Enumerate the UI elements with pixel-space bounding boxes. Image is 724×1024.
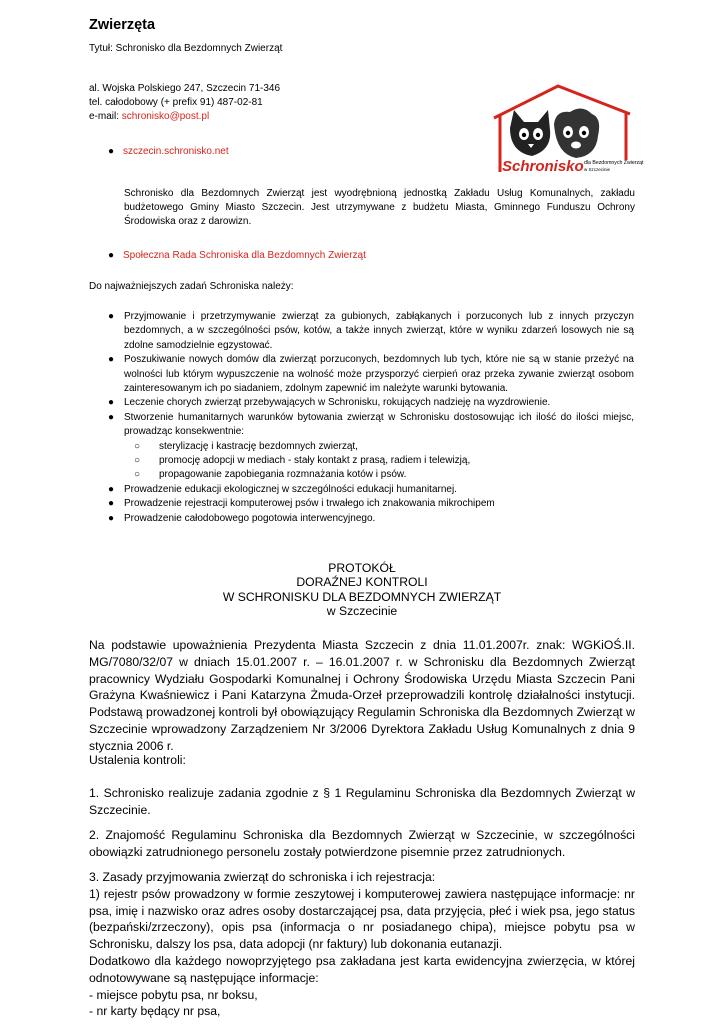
task-text: Prowadzenie całodobowego pogotowia interwencyjnego. <box>124 512 376 524</box>
phone-line: tel. całodobowy (+ prefix 91) 487-02-81 <box>89 97 263 108</box>
sub-list-item <box>134 468 634 482</box>
logo-tagline-text: dla Bezdomnych Zwierząt <box>584 160 644 166</box>
finding-3-heading: 3. Zasady przyjmowania zwierząt do schroniska i ich rejestracja: <box>89 870 436 884</box>
bullet-dot-icon: ● <box>108 411 115 423</box>
council-link[interactable]: Społeczna Rada Schroniska dla Bezdomnych Zwierząt <box>123 250 366 261</box>
finding-3 <box>89 869 635 1020</box>
task-text: Stworzenie humanitarnych warunków bytowania zwierząt w Schronisku dostosowując ich ilość do ilości miejsc, prowadząc konsekwentnie: <box>124 411 634 438</box>
finding-2: 2. Znajomość Regulaminu Schroniska dla Bezdomnych Zwierząt w Szczecinie, w szczególności obowiązki zatrudnionego personelu zostały potwierdzone pisemnie przez zatrudnionych. <box>89 828 635 859</box>
protocol-line: w Szczecinie <box>326 604 398 619</box>
bullet-circle-icon: ○ <box>134 469 141 481</box>
logo-graphic <box>488 80 644 178</box>
bullet-dot-icon: ● <box>108 146 115 157</box>
subtask-text: promocję adopcji w mediach - stały kontakt z prasą, radiem i telewizją, <box>159 455 471 467</box>
bullet-dot-icon: ● <box>108 512 115 524</box>
list-item <box>108 497 634 511</box>
list-item <box>108 310 634 353</box>
bullet-dot-icon: ● <box>108 354 115 366</box>
task-text: Przyjmowanie i przetrzymywanie zwierząt za gubionych, zabłąkanych i porzuconych lub z innych przyczyn bezdomnych, a w szczególności psów, kotów, a także innych zwierząt, które w wyniku zdarzeń losowych nie są zdolne samodzielnie egzystować. <box>124 311 634 351</box>
cat-face-icon <box>510 110 550 156</box>
bullet-dot-icon: ● <box>108 397 115 409</box>
address-line: al. Wojska Polskiego 247, Szczecin 71-346 <box>89 83 281 94</box>
bullet-circle-icon: ○ <box>134 440 141 452</box>
document-subtitle: Tytuł: Schronisko dla Bezdomnych Zwierząt <box>89 43 283 54</box>
tasks-heading: Do najważniejszych zadań Schroniska należy: <box>89 281 294 292</box>
bullet-circle-icon: ○ <box>134 455 141 467</box>
intro-paragraph: Schronisko dla Bezdomnych Zwierząt jest wyodrębnioną jednostką Zakładu Usług Komunalnych, zakładu budżetowego Gminy Miasto Szczecin. Jest utrzymywane z budżetu Miasta, Gminnego Funduszu Ochrony Środowiska oraz z darowizn. <box>124 188 635 227</box>
finding-1: 1. Schronisko realizuje zadania zgodnie z § 1 Regulaminu Schroniska dla Bezdomnych Zwierząt w Szczecinie. <box>89 786 635 817</box>
task-text: Leczenie chorych zwierząt przebywających w Schronisku, rokujących nadzieję na wyzdrowienie. <box>124 397 551 409</box>
website-link[interactable]: szczecin.schronisko.net <box>123 146 229 157</box>
body-paragraph-1: Na podstawie upoważnienia Prezydenta Miasta Szczecin z dnia 11.01.2007r. znak: WGKiOŚ.II. MG/7080/32/07 w dniach 15.01.2007 r. – 16.01.2007 r. w Schronisku dla Bezdomnych Zwierząt pracownicy Wydziału Gospodarki Komunalnej i Ochrony Środowiska Urzędu Miasta Szczecin Pani Grażyna Kwaśniewicz i Pani Katarzyna Żmuda-Orzeł przeprowadzili kontrolę działalności instytucji. Podstawą prowadzonej kontroli był obowiązujący Regulamin Schroniska dla Bezdomnych Zwierząt w Szczecinie wprowadzony Zarządzeniem Nr 3/2006 Dyrektora Zakładu Usług Komunalnych z dnia 9 stycznia 2006 r. <box>89 638 635 753</box>
bullet-dot-icon: ● <box>108 311 115 322</box>
finding-3-card: Dodatkowo dla każdego nowoprzyjętego psa zakładana jest karta ewidencyjna zwierzęcia, w której odnotowywane są następujące informacje: <box>89 953 635 985</box>
task-text: Prowadzenie rejestracji komputerowej psów i trwałego ich znakowania mikrochipem <box>124 498 495 510</box>
finding-3-register: 1) rejestr psów prowadzony w formie zeszytowej i komputerowej zawiera następujące informacje: nr psa, imię i nazwisko oraz adres osoby dostarczającej psa, data przyjęcia, płeć i wiek psa, jego status (bezpański/zrzeczony), opis psa (informacja o nr posiadanego chipa), miejsce pobytu psa w Schronisku, dalszy los psa, data adopcji (nr faktury) lub dokonania eutanazji. <box>89 886 635 952</box>
subtask-text: propagowanie zapobiegania rozmnażania kotów i psów. <box>159 469 407 481</box>
logo-tagline-city: w Szczecinie <box>584 167 611 172</box>
list-item <box>108 512 634 526</box>
list-item <box>108 396 634 410</box>
contact-block <box>89 82 280 124</box>
email-link[interactable]: schronisko@post.pl <box>121 111 210 122</box>
protocol-title: PROTOKÓŁ <box>328 561 396 575</box>
bullet-dot-icon: ● <box>108 498 115 510</box>
protocol-line: DORAŹNEJ KONTROLI <box>296 575 428 590</box>
list-item <box>108 411 634 440</box>
finding-3-item: - miejsce pobytu psa, nr boksu, <box>89 987 258 1002</box>
subtask-text: sterylizację i kastrację bezdomnych zwierząt, <box>159 440 358 452</box>
sub-list-item <box>134 454 634 468</box>
email-label: e-mail: <box>89 111 122 122</box>
finding-3-item: - nr karty będący nr psa, <box>89 1004 221 1019</box>
sub-list-item <box>134 440 634 454</box>
page-title: Zwierzęta <box>89 17 156 33</box>
tasks-list <box>108 310 634 526</box>
task-text: Prowadzenie edukacji ekologicznej w szczególności edukacji humanitarnej. <box>124 483 457 495</box>
task-text: Poszukiwanie nowych domów dla zwierząt porzuconych, bezdomnych lub tych, które nie są w stanie przeżyć na wolności lub którym wypuszczenie na wolność może przysporzyć cierpień oraz przeka zywanie zwierząt osobom zainteresowanym ich po siadaniem, zdolnym zapewnić im należyte warunki bytowania. <box>124 354 634 395</box>
findings-heading: Ustalenia kontroli: <box>89 753 186 767</box>
shelter-logo <box>488 80 644 178</box>
dog-face-icon <box>554 108 599 158</box>
bullet-dot-icon: ● <box>108 250 115 261</box>
list-item <box>108 483 634 497</box>
protocol-line: W SCHRONISKU DLA BEZDOMNYCH ZWIERZĄT <box>222 589 502 604</box>
logo-brand-text: Schronisko <box>502 158 584 175</box>
bullet-dot-icon: ● <box>108 483 115 495</box>
protocol-heading <box>0 561 724 619</box>
email-line <box>89 110 280 124</box>
list-item <box>108 353 634 396</box>
